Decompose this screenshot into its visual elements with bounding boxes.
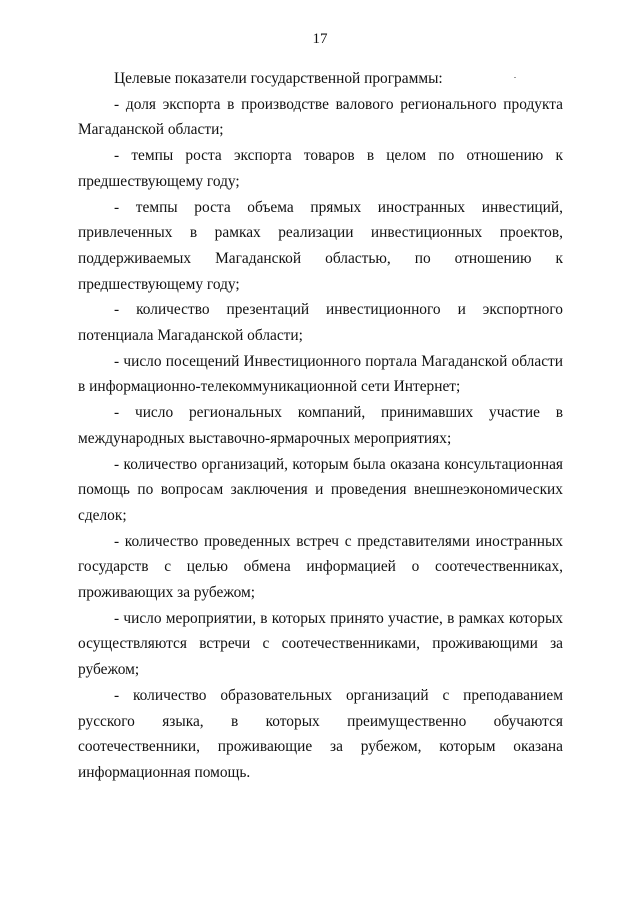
section-heading: Целевые показатели государственной программы: xyxy=(114,70,443,87)
indicator-item: - темпы роста экспорта товаров в целом по отношению к предшествующему году; xyxy=(78,147,563,190)
page-number: 17 xyxy=(312,31,328,47)
indicator-item: - темпы роста объема прямых иностранных инвестиций, привлеченных в рамках реализации инвестиционных проектов, поддерживаемых Магаданской областью, по отношению к предшествующему году; xyxy=(78,198,563,293)
indicator-item: - количество образовательных организаций с преподаванием русского языка, в которых преимущественно обучаются соотечественники, проживающие за рубежом, которым оказана информационная помощь. xyxy=(78,686,563,781)
indicator-item: - число посещений Инвестиционного портала Магаданской области в информационно-телекоммуникационной сети Интернет; xyxy=(78,352,563,396)
indicator-item: - число региональных компаний, принимавших участие в международных выставочно-ярмарочных мероприятиях; xyxy=(78,404,563,447)
indicator-item: - доля экспорта в производстве валового регионального продукта Магаданской области; xyxy=(78,95,563,139)
indicator-item: - количество проведенных встреч с представителями иностранных государств с целью обмена информацией о соотечественниках, проживающих за рубежом; xyxy=(78,532,563,602)
indicator-item: - количество презентаций инвестиционного и экспортного потенциала Магаданской области; xyxy=(78,301,563,345)
indicator-item: - число мероприятии, в которых принято участие, в рамках которых осуществляются встречи с соотечественниками, проживающими за рубежом; xyxy=(78,609,563,679)
document-body xyxy=(78,66,563,786)
indicator-item: - количество организаций, которым была оказана консультационная помощь по вопросам заключения и проведения внешнеэкономических сделок; xyxy=(78,455,563,524)
